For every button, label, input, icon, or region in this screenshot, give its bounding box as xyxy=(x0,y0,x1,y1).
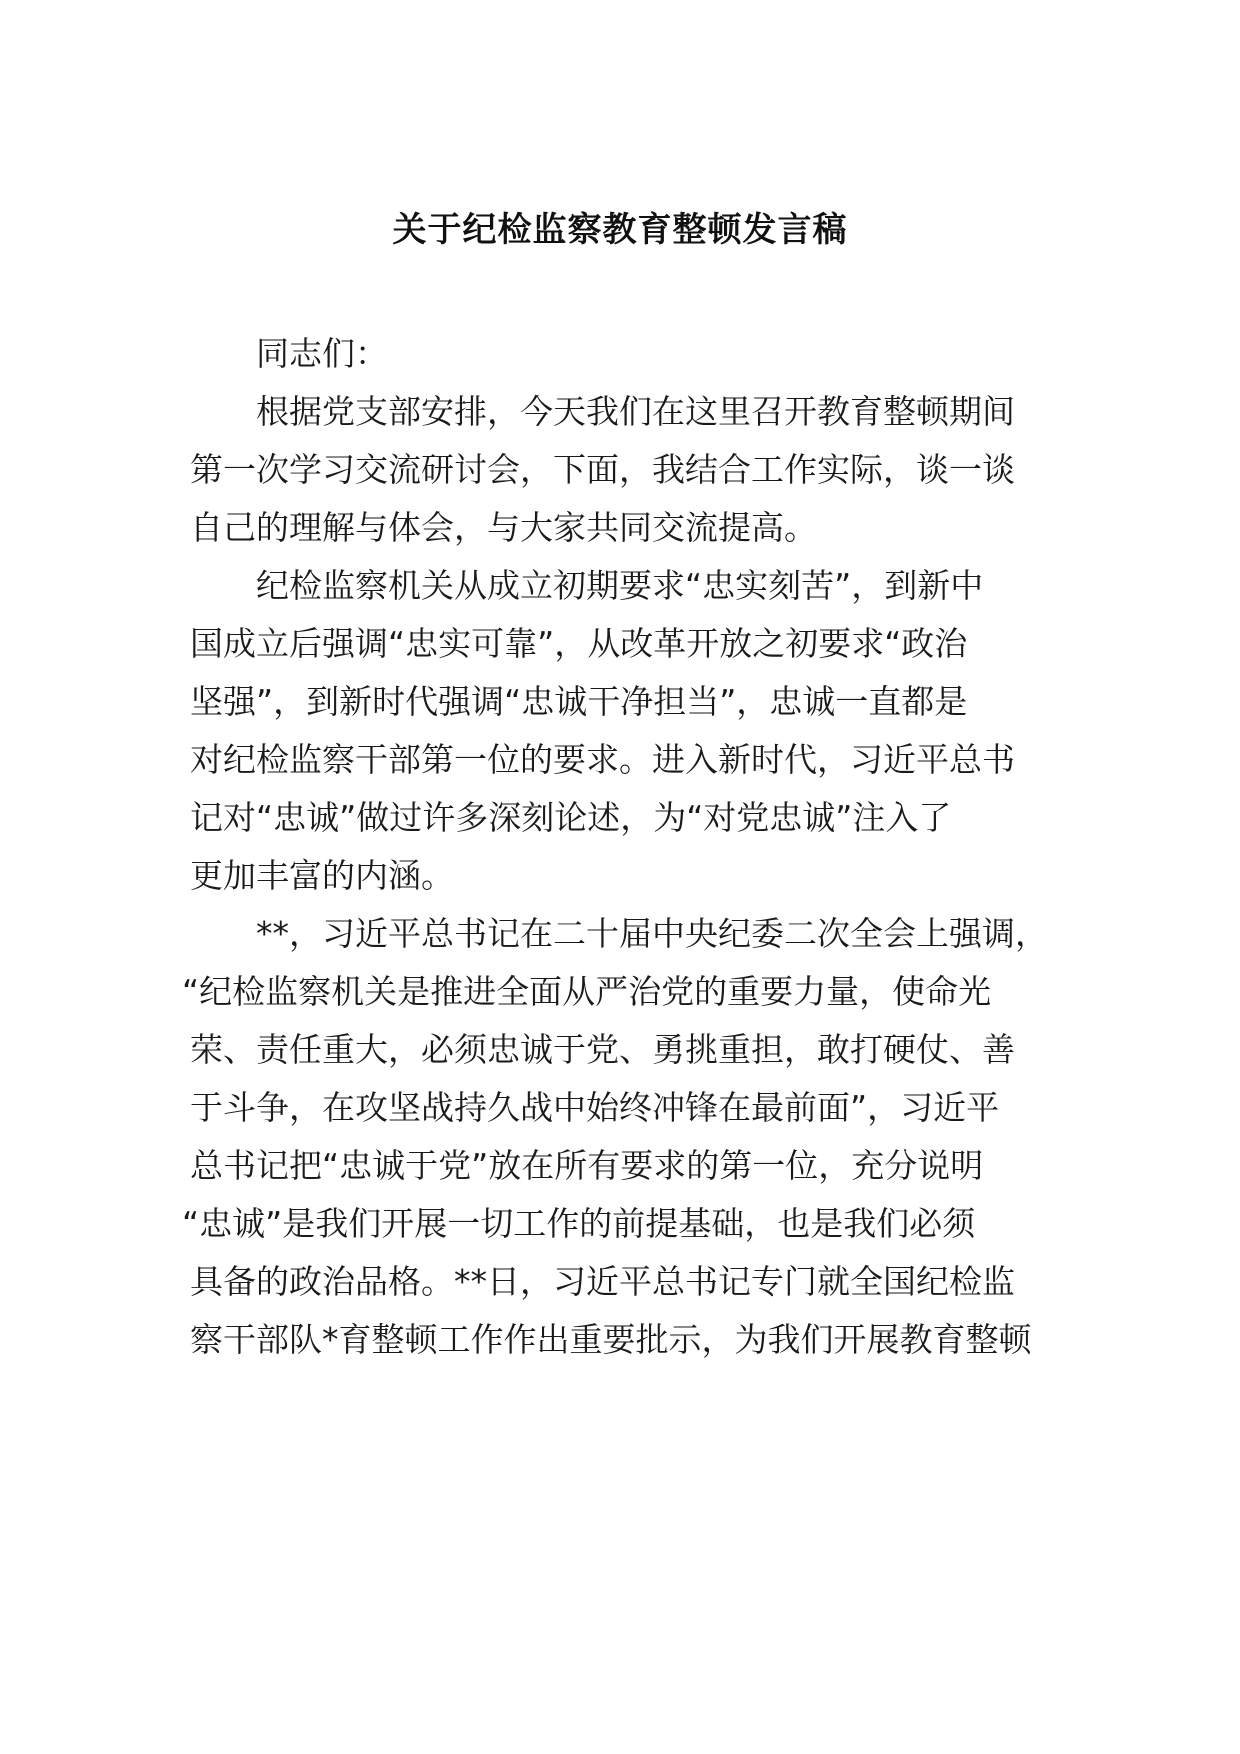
paragraph-line: 具备的政治品格。**日，习近平总书记专门就全国纪检监 xyxy=(190,1262,1015,1301)
paragraph-line: 纪检监察机关从成立初期要求“忠实刻苦”，到新中 xyxy=(256,566,984,605)
paragraph-line: 国成立后强调“忠实可靠”，从改革开放之初要求“政治 xyxy=(190,624,968,663)
paragraph-line: 更加丰富的内涵。 xyxy=(190,856,454,895)
paragraph-line: 记对“忠诚”做过许多深刻论述，为“对党忠诚”注入了 xyxy=(190,798,952,837)
paragraph-line: 坚强”，到新时代强调“忠诚干净担当”，忠诚一直都是 xyxy=(190,682,968,721)
salutation-line: 同志们： xyxy=(256,334,388,373)
paragraph-line: 第一次学习交流研讨会，下面，我结合工作实际，谈一谈 xyxy=(190,450,1015,489)
paragraph-line: 察干部队*育整顿工作作出重要批示，为我们开展教育整顿 xyxy=(190,1320,1032,1359)
paragraph-line: 自己的理解与体会，与大家共同交流提高。 xyxy=(190,508,817,547)
paragraph-line: 对纪检监察干部第一位的要求。进入新时代，习近平总书 xyxy=(190,740,1015,779)
paragraph-line: “忠诚”是我们开展一切工作的前提基础，也是我们必须 xyxy=(182,1204,976,1243)
paragraph-line: “纪检监察机关是推进全面从严治党的重要力量，使命光 xyxy=(182,972,992,1011)
paragraph-line: 根据党支部安排，今天我们在这里召开教育整顿期间 xyxy=(256,392,1015,431)
document-title: 关于纪检监察教育整顿发言稿 xyxy=(392,210,848,250)
paragraph-line: 荣、责任重大，必须忠诚于党、勇挑重担，敢打硬仗、善 xyxy=(190,1030,1015,1069)
paragraph-line: **，习近平总书记在二十届中央纪委二次全会上强调， xyxy=(256,914,1048,953)
paragraph-line: 总书记把“忠诚于党”放在所有要求的第一位，充分说明 xyxy=(190,1146,984,1185)
paragraph-line: 于斗争，在攻坚战持久战中始终冲锋在最前面”，习近平 xyxy=(190,1088,1000,1127)
